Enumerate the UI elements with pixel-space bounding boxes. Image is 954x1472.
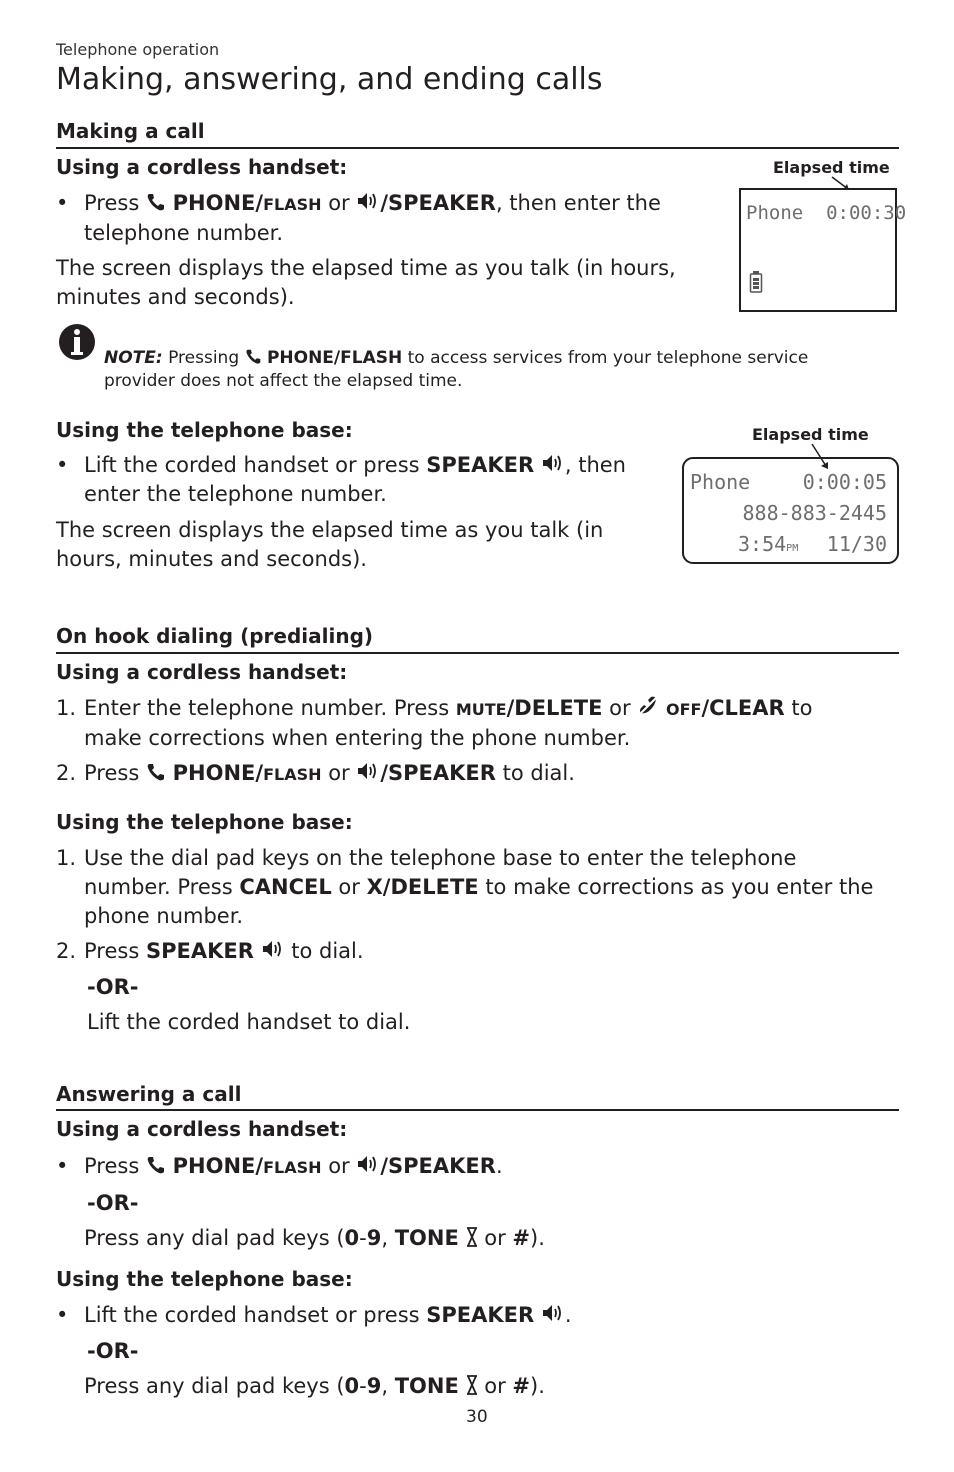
hash-key-label: # [512,1374,530,1398]
or-separator: -OR- [87,1191,139,1215]
speaker-key-label: /SPEAKER [380,761,496,785]
off-key-label: OFF [665,700,702,719]
phone-icon [245,348,262,365]
text: Press [84,191,140,215]
list-number: 2. [56,939,77,963]
delete-key-label: /DELETE [506,696,603,720]
callout-label: Elapsed time [773,158,890,177]
page-number: 30 [466,1407,488,1427]
phone-icon [146,1155,166,1175]
screen-elapsed-time: 0:00:05 [802,470,887,494]
speaker-key-label: /SPEAKER [380,191,496,215]
tone-star-icon [466,1227,478,1247]
base-screen [682,457,899,564]
section-divider [56,652,899,654]
screen-clock: 3:54PM [738,532,799,556]
text: telephone number. [84,221,284,245]
callout-label: Elapsed time [752,425,869,444]
tone-star-icon [466,1375,478,1395]
bullet: • [56,1303,69,1327]
text: or [328,191,350,215]
alt-instruction: Press any dial pad keys (0-9, TONE or #). [84,1226,545,1250]
speaker-icon [356,1153,380,1175]
mute-key-label: MUTE [455,700,507,719]
battery-icon [749,270,763,294]
list-item: • Lift the corded handset or press SPEAKER . -OR- Press any dial pad keys (0-9, TONE or #). [56,1301,899,1406]
phone-key-label: PHONE/ [172,761,264,785]
list-item: • Press PHONE/FLASH or /SPEAKER. -OR- Press any dial pad keys (0-9, TONE or #). [56,1152,899,1257]
phone-key-label: PHONE/ [172,1154,264,1178]
or-separator: -OR- [87,975,139,999]
hash-key-label: # [512,1226,530,1250]
info-icon [57,322,101,362]
screen-date: 11/30 [826,532,887,556]
clear-key-label: /CLEAR [701,696,785,720]
note-label: NOTE: [104,348,163,368]
hang-up-icon [637,695,659,717]
list-item: 2. Press PHONE/FLASH or /SPEAKER to dial. [56,759,899,788]
list-item: 1. Enter the telephone number. Press MUTE/DELETE or OFF/CLEAR to make corrections when entering the phone number. [56,696,813,750]
list-item: 1. Use the dial pad keys on the telephone base to enter the telephone number. Press CANCEL or X/DELETE to make corrections as you enter the phone number. [56,846,874,928]
section-divider [56,147,899,149]
flash-key-label: FLASH [263,195,322,214]
tone-key-label: TONE [394,1226,459,1250]
screen-text: Phone [690,470,751,494]
x-delete-key-label: X/DELETE [366,875,479,899]
subheading-cordless: Using a cordless handset: [56,1117,348,1141]
speaker-key-label: SPEAKER [145,939,254,963]
alt-instruction: Press any dial pad keys (0-9, TONE or #). [84,1374,545,1398]
bullet: • [56,453,69,477]
handset-screen [739,188,907,312]
alt-instruction: Lift the corded handset to dial. [87,1010,411,1034]
phone-icon [146,192,166,212]
bullet: • [56,1154,69,1178]
speaker-icon [356,760,380,782]
subheading-base: Using the telephone base: [56,418,353,442]
section-heading-predialing: On hook dialing (predialing) [56,624,374,648]
phone-flash-key-label: PHONE/FLASH [266,348,403,368]
speaker-icon [541,452,565,474]
page-title: Making, answering, and ending calls [56,62,603,97]
subheading-cordless: Using a cordless handset: [56,660,348,684]
list-item: 2. Press SPEAKER to dial. -OR- Lift the corded handset to dial. [56,937,899,1037]
phone-icon [146,762,166,782]
section-divider [56,1109,899,1111]
speaker-icon [541,1302,565,1324]
list-number: 1. [56,846,77,870]
phone-key-label: PHONE/ [172,191,264,215]
speaker-icon [261,938,285,960]
speaker-key-label: SPEAKER [426,1303,535,1327]
cancel-key-label: CANCEL [239,875,332,899]
subheading-cordless: Using a cordless handset: [56,155,348,179]
or-separator: -OR- [87,1339,139,1363]
text: , then enter the [495,191,661,215]
speaker-key-label: /SPEAKER [380,1154,496,1178]
tone-key-label: TONE [394,1374,459,1398]
list-number: 1. [56,696,77,720]
list-number: 2. [56,761,77,785]
bullet: • [56,191,69,215]
section-heading-answering: Answering a call [56,1082,242,1106]
speaker-key-label: SPEAKER [426,453,535,477]
section-eyebrow: Telephone operation [56,40,220,59]
screen-phone-number: 888-883-2445 [742,501,887,525]
speaker-icon [356,190,380,212]
subheading-base: Using the telephone base: [56,810,353,834]
list-item [56,189,706,247]
note: NOTE: Pressing PHONE/FLASH to access services from your telephone service provider does not affect the elapsed time. [104,348,809,391]
flash-key-label: FLASH [263,765,322,784]
list-item: • Lift the corded handset or press SPEAKER , then enter the telephone number. [56,453,626,506]
subheading-base: Using the telephone base: [56,1267,353,1291]
screen-text: Phone 0:00:30 [746,202,907,224]
paragraph: The screen displays the elapsed time as you talk (in hours, minutes and seconds). [56,518,604,571]
flash-key-label: FLASH [263,1158,322,1177]
paragraph: The screen displays the elapsed time as you talk (in hours, minutes and seconds). [56,256,676,309]
section-heading-making-call: Making a call [56,119,205,143]
